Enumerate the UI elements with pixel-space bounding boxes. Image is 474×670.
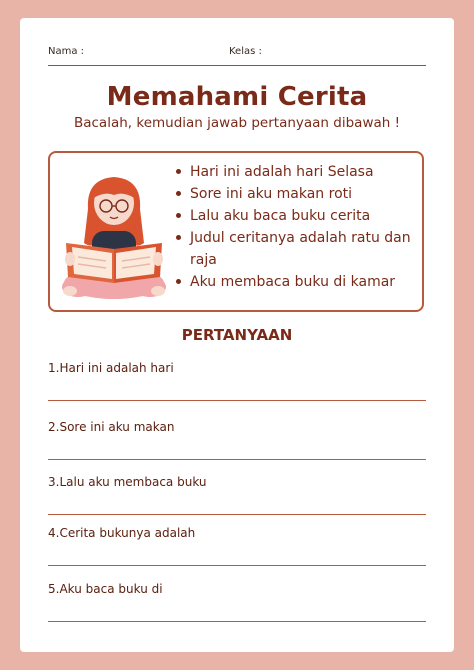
question-2: 2.Sore ini aku makan	[48, 420, 175, 434]
answer-line-3[interactable]	[48, 514, 426, 515]
name-label: Nama :	[48, 46, 85, 57]
question-3: 3.Lalu aku membaca buku	[48, 475, 207, 489]
answer-line-5[interactable]	[48, 621, 426, 622]
story-sentence-list	[174, 161, 419, 293]
story-box	[48, 151, 424, 312]
class-label: Kelas :	[229, 46, 262, 57]
questions-heading: PERTANYAAN	[181, 326, 293, 344]
story-sentence: Sore ini aku makan roti	[174, 183, 419, 205]
story-sentence: Judul ceritanya adalah ratu dan raja	[174, 227, 419, 271]
question-1: 1.Hari ini adalah hari	[48, 361, 174, 375]
worksheet-instruction: Bacalah, kemudian jawab pertanyaan dibawah !	[73, 115, 401, 131]
question-5: 5.Aku baca buku di	[48, 582, 163, 596]
student-info-row	[48, 46, 426, 60]
girl-reading-illustration	[58, 161, 170, 305]
worksheet-title: Memahami Cerita	[106, 82, 368, 112]
story-sentence: Hari ini adalah hari Selasa	[174, 161, 419, 183]
answer-line-4[interactable]	[48, 565, 426, 566]
story-sentence: Aku membaca buku di kamar	[174, 271, 419, 293]
question-4: 4.Cerita bukunya adalah	[48, 526, 196, 540]
story-sentence: Lalu aku baca buku cerita	[174, 205, 419, 227]
answer-line-2[interactable]	[48, 459, 426, 460]
worksheet	[20, 18, 454, 652]
header-divider	[48, 65, 426, 66]
answer-line-1[interactable]	[48, 400, 426, 401]
